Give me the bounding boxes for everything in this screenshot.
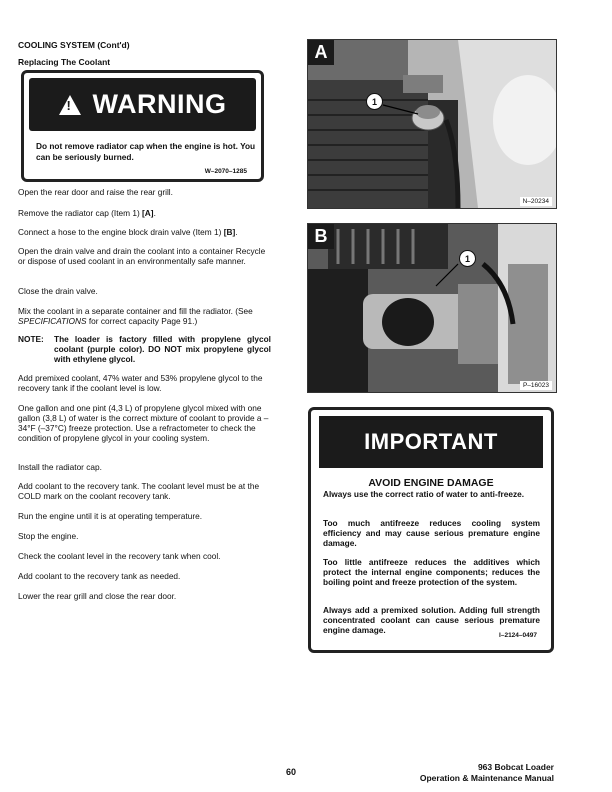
step-mixture-ratio: One gallon and one pint (4,3 L) of propylene glycol mixed with one gallon (3,8 L) of water is the correct mixture of coolant to provide a –34°F (–37°C) freeze protection. Use a refractometer to check the condition of propylene glycol in your cooling system. <box>18 403 269 443</box>
specifications-ref: SPECIFICATIONS <box>18 316 87 326</box>
note-block <box>18 334 271 364</box>
figure-b-photo <box>307 223 557 393</box>
figure-b-code: P–16023 <box>520 381 552 390</box>
figure-a-code: N–20234 <box>520 197 552 206</box>
warning-triangle-icon: ! <box>59 95 81 115</box>
important-title: IMPORTANT <box>364 429 498 454</box>
warning-text: Do not remove radiator cap when the engine is hot. You can be seriously burned. <box>36 141 256 162</box>
important-para-too-much: Too much antifreeze reduces cooling system efficiency and may cause serious premature engine damage. <box>323 518 540 548</box>
figure-a-photo <box>307 39 557 209</box>
warning-box <box>21 70 264 182</box>
figure-b-callout: 1 <box>459 250 476 267</box>
important-para-premixed: Always add a premixed solution. Adding full strength concentrated coolant can cause serious premature engine damage. <box>323 605 540 635</box>
important-header <box>319 416 543 468</box>
important-code: I–2124–0497 <box>499 632 537 639</box>
figure-ref-b: [B] <box>223 227 236 237</box>
radiator-photo-illustration <box>308 40 556 208</box>
step-lower-grill: Lower the rear grill and close the rear door. <box>18 591 177 601</box>
warning-title: WARNING <box>92 89 227 119</box>
step-close-drain-valve: Close the drain valve. <box>18 286 98 296</box>
subsection-title: Replacing The Coolant <box>18 57 111 67</box>
warning-code: W–2070–1285 <box>204 168 247 175</box>
step-add-coolant-tank: Add coolant to the recovery tank. The coolant level must be at the COLD mark on the coolant recovery tank. <box>18 481 260 501</box>
step-check-level: Check the coolant level in the recovery tank when cool. <box>18 551 221 561</box>
figure-b-letter: B <box>308 224 334 249</box>
warning-header <box>29 78 256 131</box>
step-run-engine: Run the engine until it is at operating temperature. <box>18 511 203 521</box>
step-connect-hose: Connect a hose to the engine block drain valve (Item 1) [B]. <box>18 227 238 237</box>
step-remove-cap: Remove the radiator cap (Item 1) [A]. <box>18 208 156 218</box>
step-mix-coolant: Mix the coolant in a separate container and fill the radiator. (See SPECIFICATIONS for correct capacity Page 91.) <box>18 306 253 326</box>
footer-title-line1: 963 Bobcat Loader <box>477 762 554 772</box>
step-open-rear-door: Open the rear door and raise the rear grill. <box>18 187 173 197</box>
figure-ref-a: [A] <box>142 208 154 218</box>
step-stop-engine: Stop the engine. <box>18 531 79 541</box>
note-text: The loader is factory filled with propylene glycol coolant (purple color). DO NOT mix propylene glycol with ethylene glycol. <box>54 334 271 364</box>
important-para-too-little: Too little antifreeze reduces the additives which protect the internal engine components; reduces the boiling point and freeze protection of the system. <box>323 557 540 587</box>
step-install-cap: Install the radiator cap. <box>18 462 102 472</box>
important-box <box>308 407 554 653</box>
step-open-drain-valve: Open the drain valve and drain the coolant into a container Recycle or dispose of used coolant in an environmentally safe manner. <box>18 246 266 266</box>
important-subtitle: AVOID ENGINE DAMAGE <box>368 477 494 489</box>
page-number: 60 <box>286 767 297 777</box>
figure-a-callout: 1 <box>366 93 383 110</box>
footer-title-line2: Operation & Maintenance Manual <box>419 773 554 783</box>
step-add-as-needed: Add coolant to the recovery tank as needed. <box>18 571 181 581</box>
note-label: NOTE: <box>18 334 44 344</box>
figure-a-letter: A <box>308 40 334 65</box>
important-para-ratio: Always use the correct ratio of water to anti-freeze. <box>323 489 525 499</box>
step-add-premixed: Add premixed coolant, 47% water and 53% propylene glycol to the recovery tank if the coolant level is low. <box>18 373 263 393</box>
section-title: COOLING SYSTEM (Cont'd) <box>18 40 130 50</box>
engine-photo-illustration <box>308 224 556 392</box>
